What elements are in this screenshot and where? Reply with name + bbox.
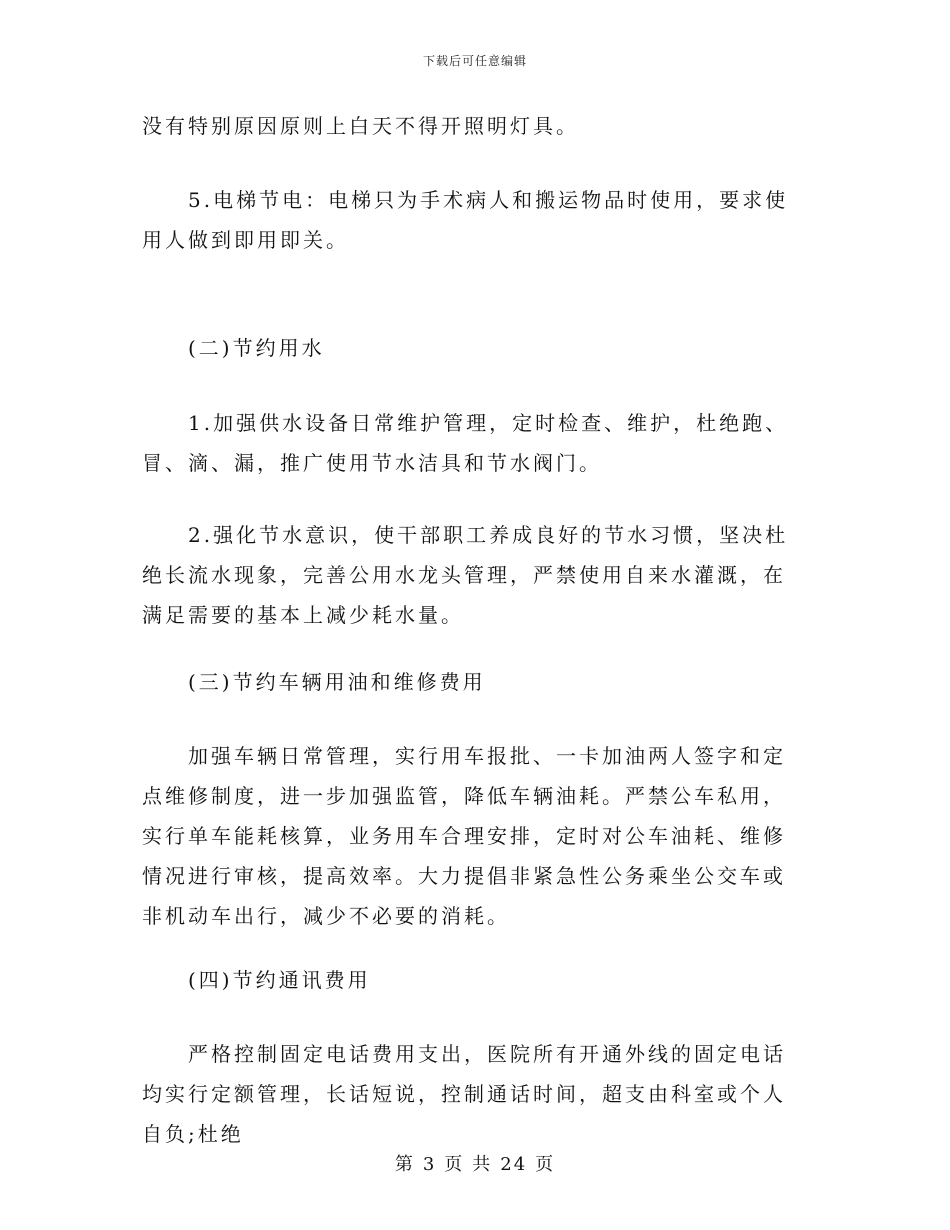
footer-prefix: 第 <box>394 1154 415 1175</box>
page-header-note: 下载后可任意编辑 <box>422 54 527 68</box>
paragraph-elevator: 5.电梯节电：电梯只为手术病人和搬运物品时使用，要求使用人做到即用即关。 <box>142 188 789 252</box>
section-heading-water: (二)节约用水 <box>188 336 325 360</box>
section-heading-vehicle: (三)节约车辆用油和维修费用 <box>188 670 486 694</box>
paragraph-vehicle: 加强车辆日常管理，实行用车报批、一卡加油两人签字和定点维修制度，进一步加强监管，降低车辆油耗。严禁公车私用，实行单车能耗核算，业务用车合理安排，定时对公车油耗、维修情况进行审核，提高效率。大力提倡非紧急性公务乘坐公交车或非机动车出行，减少不必要的消耗。 <box>142 744 786 928</box>
page-number-footer <box>0 1150 950 1176</box>
paragraph-water-1: 1.加强供水设备日常维护管理，定时检查、维护，杜绝跑、冒、滴、漏，推广使用节水洁具和节水阀门。 <box>142 411 789 475</box>
paragraph-communication: 严格控制固定电话费用支出，医院所有开通外线的固定电话均实行定额管理，长话短说，控制通话时间，超支由科室或个人自负;杜绝 <box>142 1042 786 1146</box>
footer-page-word: 页 <box>444 1154 465 1175</box>
footer-total-prefix: 共 <box>472 1154 493 1175</box>
current-page-number: 3 <box>422 1154 437 1175</box>
total-pages-number: 24 <box>500 1154 528 1175</box>
footer-suffix: 页 <box>535 1154 556 1175</box>
paragraph-lighting-continuation: 没有特别原因原则上白天不得开照明灯具。 <box>142 114 579 138</box>
paragraph-water-2: 2.强化节水意识，使干部职工养成良好的节水习惯，坚决杜绝长流水现象，完善公用水龙头管理，严禁使用自来水灌溉，在满足需要的基本上减少耗水量。 <box>142 523 789 627</box>
section-heading-communication: (四)节约通讯费用 <box>188 968 371 992</box>
